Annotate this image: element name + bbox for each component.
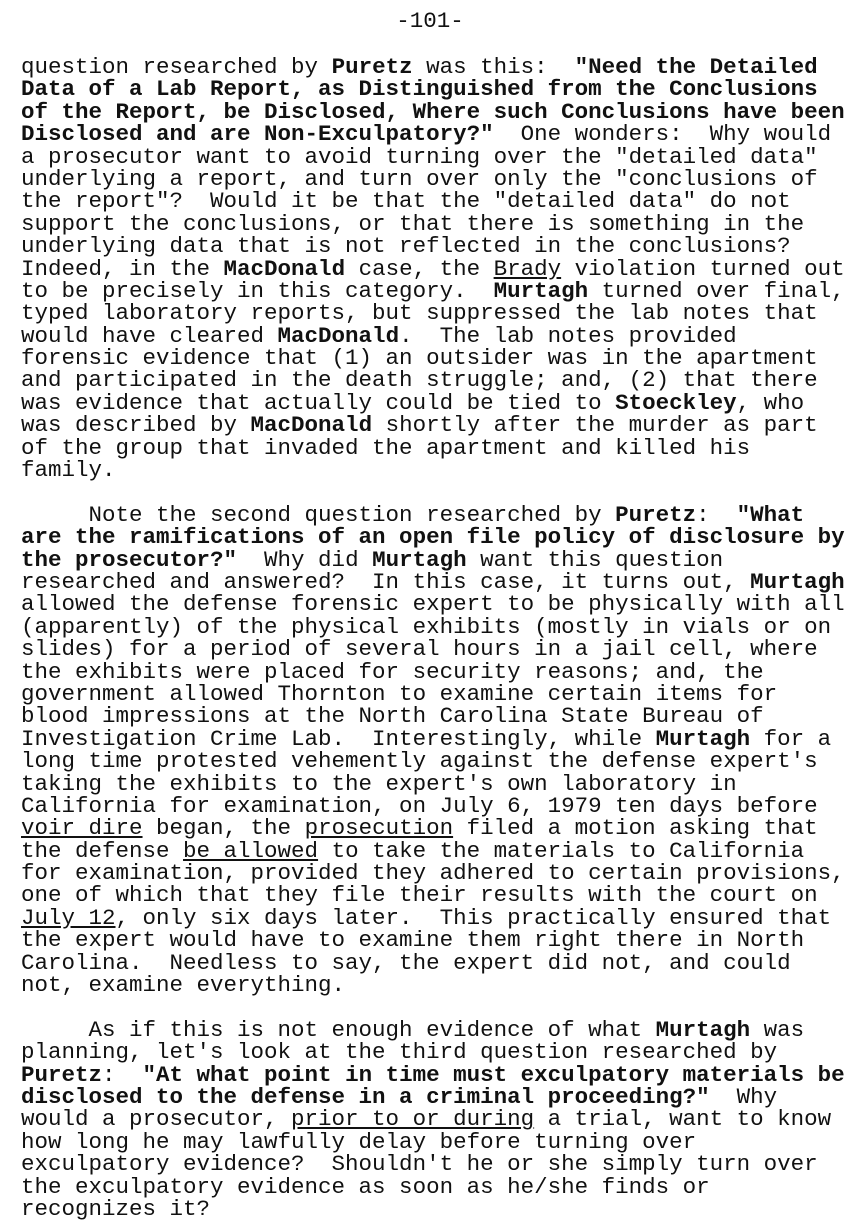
text-line bbox=[21, 792, 851, 819]
bold-text: Murtagh bbox=[655, 1016, 751, 1043]
underlined-text: Brady bbox=[493, 255, 562, 282]
bold-text: Stoeckley bbox=[615, 389, 737, 416]
text-run: One wonders: Why would bbox=[493, 121, 832, 148]
text-line bbox=[21, 1151, 851, 1178]
text-run: Carolina. Needless to say, the expert did not, and could bbox=[21, 949, 791, 976]
text-line bbox=[21, 1039, 851, 1066]
text-line bbox=[21, 188, 851, 215]
bold-text: Disclosed and are Non-Exculpatory?" bbox=[21, 121, 494, 148]
text-run: support the conclusions, or that there is something in the bbox=[21, 210, 805, 237]
text-line bbox=[21, 1173, 851, 1200]
text-run: slides) for a period of several hours in a jail cell, where bbox=[21, 636, 818, 663]
text-run: violation turned out bbox=[561, 255, 845, 282]
text-line bbox=[21, 56, 851, 78]
text-line bbox=[21, 1061, 851, 1088]
text-run: government allowed Thornton to examine certain items for bbox=[21, 680, 778, 707]
text-run: exculpatory evidence? Shouldn't he or she simply turn over bbox=[21, 1151, 818, 1178]
text-run: : bbox=[102, 1061, 143, 1088]
text-line bbox=[21, 770, 851, 797]
bold-text: "Need the Detailed bbox=[574, 54, 818, 80]
text-line bbox=[21, 501, 851, 528]
text-line bbox=[21, 725, 851, 752]
underlined-text: prosecution bbox=[304, 815, 454, 842]
text-line bbox=[21, 815, 851, 842]
bold-text: MacDonald bbox=[250, 412, 373, 439]
text-line bbox=[21, 882, 851, 909]
text-line bbox=[21, 412, 851, 439]
text-line bbox=[21, 524, 851, 551]
text-run: taking the exhibits to the expert's own laboratory in bbox=[21, 770, 737, 797]
text-run: to take the materials to California bbox=[318, 837, 805, 864]
text-run: want this question bbox=[466, 546, 724, 573]
bold-text: are the ramifications of an open file policy of disclosure by bbox=[21, 524, 845, 551]
bold-text: disclosed to the defense in a criminal proceeding?" bbox=[21, 1083, 710, 1110]
document-body bbox=[21, 56, 851, 1220]
paragraph-2 bbox=[21, 501, 851, 999]
text-line bbox=[21, 277, 851, 304]
text-run: family. bbox=[21, 457, 116, 484]
paragraph-gap bbox=[21, 481, 851, 503]
text-line bbox=[21, 98, 851, 125]
text-run: blood impressions at the North Carolina State Bureau of bbox=[21, 703, 764, 730]
text-line bbox=[21, 680, 851, 707]
text-run: , only six days later. This practically ensured that bbox=[115, 904, 832, 931]
bold-text: Murtagh bbox=[655, 725, 751, 752]
text-line bbox=[21, 703, 851, 730]
text-run: Investigation Crime Lab. Interestingly, while bbox=[21, 725, 656, 752]
text-line bbox=[21, 165, 851, 192]
text-line bbox=[21, 255, 851, 282]
text-line bbox=[21, 658, 851, 685]
text-line bbox=[21, 389, 851, 416]
text-line bbox=[21, 1195, 851, 1222]
text-run: for examination, provided they adhered to certain provisions, bbox=[21, 860, 845, 887]
text-run: (apparently) of the physical exhibits (mostly in vials or on bbox=[21, 613, 832, 640]
underlined-text: July 12 bbox=[21, 904, 116, 931]
text-run: would have cleared bbox=[21, 322, 278, 349]
text-run: for a bbox=[750, 725, 832, 752]
text-run: Why did bbox=[237, 546, 373, 573]
text-run: allowed the defense forensic expert to be physically with all bbox=[21, 591, 845, 618]
bold-text: Data of a Lab Report, as Distinguished from the Conclusions bbox=[21, 76, 818, 103]
text-run: As if this is not enough evidence of what bbox=[21, 1016, 656, 1043]
text-run: filed a motion asking that bbox=[453, 815, 818, 842]
bold-text: of the Report, be Disclosed, Where such Conclusions have been bbox=[21, 98, 845, 125]
text-line bbox=[21, 748, 851, 775]
text-line bbox=[21, 927, 851, 954]
text-run: a trial, want to know bbox=[534, 1106, 832, 1133]
text-line bbox=[21, 143, 851, 170]
bold-text: Puretz bbox=[21, 1061, 103, 1088]
text-run: was evidence that actually could be tied to bbox=[21, 389, 616, 416]
text-line bbox=[21, 121, 851, 148]
text-line bbox=[21, 76, 851, 103]
text-run: Why bbox=[709, 1083, 778, 1110]
bold-text: Murtagh bbox=[493, 277, 589, 304]
text-run: the report"? Would it be that the "detailed data" do not bbox=[21, 188, 791, 215]
text-line bbox=[21, 1016, 851, 1043]
text-run: researched and answered? In this case, it turns out, bbox=[21, 568, 751, 595]
text-run: and participated in the death struggle; and, (2) that there bbox=[21, 367, 818, 394]
text-run: question researched by bbox=[21, 54, 332, 80]
bold-text: "At what point in time must exculpatory materials be bbox=[142, 1061, 845, 1088]
text-line bbox=[21, 233, 851, 260]
text-run: was bbox=[750, 1016, 805, 1043]
text-run: how long he may lawfully delay before turning over bbox=[21, 1128, 697, 1155]
text-line bbox=[21, 613, 851, 640]
text-line bbox=[21, 345, 851, 372]
bold-text: the prosecutor?" bbox=[21, 546, 238, 573]
text-run: was described by bbox=[21, 412, 251, 439]
text-run: long time protested vehemently against the defense expert's bbox=[21, 748, 818, 775]
text-run: the exculpatory evidence as soon as he/she finds or bbox=[21, 1173, 710, 1200]
bold-text: MacDonald bbox=[277, 322, 400, 349]
text-line bbox=[21, 972, 851, 999]
text-line bbox=[21, 860, 851, 887]
text-run: would a prosecutor, bbox=[21, 1106, 292, 1133]
underlined-text: prior to or during bbox=[291, 1106, 535, 1133]
text-line bbox=[21, 1128, 851, 1155]
bold-text: MacDonald bbox=[223, 255, 346, 282]
text-run: of the group that invaded the apartment and killed his bbox=[21, 434, 751, 461]
text-run: planning, let's look at the third question researched by bbox=[21, 1039, 778, 1066]
text-run: the expert would have to examine them right there in North bbox=[21, 927, 805, 954]
text-run: , who bbox=[736, 389, 805, 416]
text-line bbox=[21, 210, 851, 237]
underlined-text: voir dire bbox=[21, 815, 143, 842]
text-line bbox=[21, 457, 851, 484]
text-run: the defense bbox=[21, 837, 184, 864]
text-line bbox=[21, 546, 851, 573]
text-line bbox=[21, 568, 851, 595]
text-run: Note the second question researched by bbox=[21, 501, 616, 528]
bold-text: "What bbox=[736, 501, 805, 528]
text-line bbox=[21, 367, 851, 394]
text-line bbox=[21, 636, 851, 663]
text-run: the exhibits were placed for security reasons; and, the bbox=[21, 658, 764, 685]
page-number: -101- bbox=[396, 8, 464, 34]
text-line bbox=[21, 434, 851, 461]
paragraph-gap bbox=[21, 996, 851, 1018]
paragraph-3 bbox=[21, 1016, 851, 1222]
text-run: typed laboratory reports, but suppressed the lab notes that bbox=[21, 300, 818, 327]
bold-text: Puretz bbox=[615, 501, 697, 528]
paragraph-1 bbox=[21, 54, 851, 484]
text-line bbox=[21, 837, 851, 864]
text-run: underlying data that is not reflected in the conclusions? bbox=[21, 233, 791, 260]
text-line bbox=[21, 904, 851, 931]
text-run: . The lab notes provided bbox=[399, 322, 737, 349]
underlined-text: be allowed bbox=[183, 837, 319, 864]
text-run: forensic evidence that (1) an outsider was in the apartment bbox=[21, 345, 818, 372]
text-line bbox=[21, 300, 851, 327]
text-run: recognizes it? bbox=[21, 1195, 211, 1222]
text-line bbox=[21, 949, 851, 976]
bold-text: Murtagh bbox=[372, 546, 467, 573]
text-run: began, the bbox=[142, 815, 305, 842]
text-run: not, examine everything. bbox=[21, 972, 346, 999]
text-line bbox=[21, 1083, 851, 1110]
text-run: to be precisely in this category. bbox=[21, 277, 494, 304]
text-line bbox=[21, 591, 851, 618]
text-run: was this: bbox=[412, 54, 575, 80]
text-run: a prosecutor want to avoid turning over the "detailed data" bbox=[21, 143, 818, 170]
text-line bbox=[21, 1106, 851, 1133]
text-run: case, the bbox=[345, 255, 494, 282]
text-run: underlying a report, and turn over only the "conclusions of bbox=[21, 165, 818, 192]
text-run: California for examination, on July 6, 1979 ten days before bbox=[21, 792, 818, 819]
text-run: Indeed, in the bbox=[21, 255, 224, 282]
text-run: shortly after the murder as part bbox=[372, 412, 818, 439]
text-run: turned over final, bbox=[588, 277, 845, 304]
text-line bbox=[21, 322, 851, 349]
text-run: : bbox=[696, 501, 737, 528]
text-run: one of which that they file their results with the court on bbox=[21, 882, 818, 909]
bold-text: Murtagh bbox=[750, 568, 845, 595]
bold-text: Puretz bbox=[331, 54, 413, 80]
